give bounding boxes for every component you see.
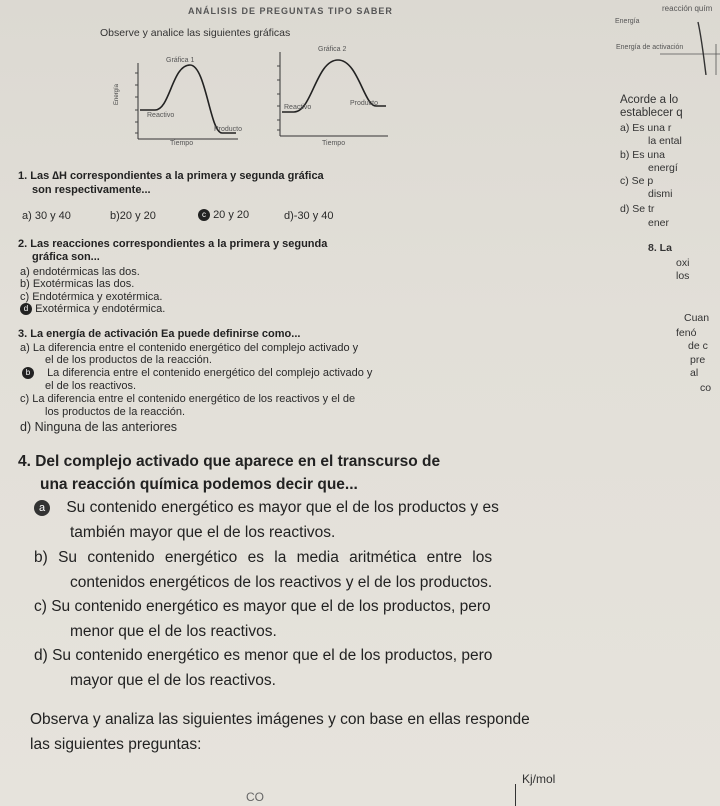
right-activation-label: Energía de activación bbox=[616, 44, 684, 51]
q3-option-a-cont: el de los productos de la reacción. bbox=[45, 354, 212, 366]
question-4-text-cont: una reacción química podemos decir que... bbox=[40, 476, 358, 493]
graph-2-producto-label: Producto bbox=[350, 100, 379, 107]
right-energy-label: Energía bbox=[615, 18, 640, 25]
right-feno: fenó bbox=[676, 327, 697, 339]
q1-option-c-label: 20 y 20 bbox=[213, 209, 250, 221]
q4-option-c[interactable]: c) Su contenido energético es mayor que el de los productos, pero bbox=[34, 598, 491, 615]
right-q8-cont2: los bbox=[676, 270, 690, 282]
graph-2 bbox=[266, 46, 391, 146]
right-option-d-cont: ener bbox=[648, 217, 670, 229]
instruction-text: Observe y analice las siguientes gráficas bbox=[100, 27, 291, 39]
right-cuan: Cuan bbox=[684, 312, 710, 324]
q4-option-b-cont: contenidos energéticos de los reactivos y el de los productos. bbox=[70, 574, 493, 591]
right-dec: de c bbox=[688, 340, 708, 352]
q4-option-a-label: Su contenido energético es mayor que el de los productos y es bbox=[66, 499, 499, 516]
q2-option-c[interactable]: c) Endotérmica y exotérmica. bbox=[20, 291, 163, 303]
q2-option-b[interactable]: b) Exotérmicas las dos. bbox=[20, 278, 135, 290]
right-graph bbox=[612, 20, 720, 75]
question-1-text-cont: son respectivamente... bbox=[32, 184, 151, 196]
q3-option-a[interactable]: a) La diferencia entre el contenido energético del complejo activado y bbox=[20, 342, 359, 354]
q3-option-c-cont: los productos de la reacción. bbox=[45, 406, 186, 418]
q2-option-d[interactable] bbox=[20, 303, 165, 315]
q4-option-c-cont: menor que el de los reactivos. bbox=[70, 623, 277, 640]
right-option-a-cont: la ental bbox=[648, 135, 682, 147]
right-al: al bbox=[690, 367, 699, 379]
q4-option-a[interactable] bbox=[34, 499, 499, 517]
q2-option-d-label: Exotérmica y endotérmica. bbox=[35, 303, 166, 315]
q4-option-d-cont: mayor que el de los reactivos. bbox=[70, 672, 276, 689]
graph-1 bbox=[110, 55, 243, 150]
right-option-b[interactable]: b) Es una bbox=[620, 149, 665, 161]
q1-option-d[interactable]: d)-30 y 40 bbox=[284, 210, 334, 222]
worksheet-title: ANÁLISIS DE PREGUNTAS TIPO SABER bbox=[188, 6, 393, 16]
right-acorde: Acorde a lo bbox=[620, 94, 679, 106]
q4-option-d[interactable]: d) Su contenido energético es menor que el de los productos, pero bbox=[34, 647, 493, 664]
graph-1-time-label: Tiempo bbox=[170, 140, 194, 147]
graph-1-title: Gráfica 1 bbox=[166, 57, 195, 64]
q3-option-b-cont: el de los reactivos. bbox=[45, 380, 137, 392]
question-2-text-cont: gráfica son... bbox=[32, 251, 100, 263]
q3-option-d[interactable]: d) Ninguna de las anteriores bbox=[20, 420, 178, 434]
right-option-d[interactable]: d) Se tr bbox=[620, 203, 655, 215]
q3-option-c[interactable]: c) La diferencia entre el contenido energético de los reactivos y el de bbox=[20, 393, 356, 405]
answer-mark-icon: c bbox=[198, 209, 210, 221]
right-q8-cont: oxi bbox=[676, 257, 690, 269]
q1-option-b[interactable]: b)20 y 20 bbox=[110, 210, 156, 222]
answer-mark-icon: d bbox=[20, 303, 32, 315]
svg-text:Energía: Energía bbox=[114, 83, 120, 105]
question-3-text: 3. La energía de activación Ea puede definirse como... bbox=[18, 328, 301, 340]
q3-option-b[interactable] bbox=[22, 367, 372, 379]
graph-2-time-label: Tiempo bbox=[322, 140, 346, 147]
q1-option-c[interactable] bbox=[198, 209, 249, 221]
right-establecer: establecer q bbox=[620, 107, 683, 119]
graph-1-curve bbox=[140, 65, 236, 133]
right-co: co bbox=[700, 382, 712, 394]
graph-1-reactivo-label: Reactivo bbox=[147, 112, 175, 119]
observe-instruction: Observa y analiza las siguientes imágenes y con base en ellas responde bbox=[30, 711, 530, 728]
q4-option-a-cont: también mayor que el de los reactivos. bbox=[70, 524, 336, 541]
question-2-text: 2. Las reacciones correspondientes a la primera y segunda bbox=[18, 238, 328, 250]
right-option-c-cont: dismi bbox=[648, 188, 673, 200]
answer-mark-icon: a bbox=[34, 500, 50, 516]
answer-mark-icon: b bbox=[22, 367, 34, 379]
graph-2-reactivo-label: Reactivo bbox=[284, 104, 312, 111]
question-1-text: 1. Las ∆H correspondientes a la primera y segunda gráfica bbox=[18, 170, 324, 182]
co-label: CO bbox=[246, 790, 264, 804]
q1-option-a[interactable]: a) 30 y 40 bbox=[22, 210, 71, 222]
kj-mol-label: Kj/mol bbox=[522, 772, 556, 786]
right-question-8: 8. La bbox=[648, 242, 672, 254]
graph-2-title: Gráfica 2 bbox=[318, 46, 347, 53]
right-top-text: reacción quím bbox=[662, 4, 713, 13]
q2-option-a[interactable]: a) endotérmicas las dos. bbox=[20, 266, 140, 278]
right-option-a[interactable]: a) Es una r bbox=[620, 122, 672, 134]
observe-instruction-cont: las siguientes preguntas: bbox=[30, 736, 202, 753]
right-option-c[interactable]: c) Se p bbox=[620, 175, 654, 187]
right-pre: pre bbox=[690, 354, 706, 366]
axis-line bbox=[515, 784, 516, 806]
question-4-text: 4. Del complejo activado que aparece en el transcurso de bbox=[18, 453, 441, 470]
right-option-b-cont: energí bbox=[648, 162, 678, 174]
q4-option-b[interactable]: b) Su contenido energético es la media aritmética entre los bbox=[34, 549, 493, 566]
q3-option-b-label: La diferencia entre el contenido energético del complejo activado y bbox=[47, 367, 373, 379]
graph-1-producto-label: Producto bbox=[214, 126, 243, 133]
